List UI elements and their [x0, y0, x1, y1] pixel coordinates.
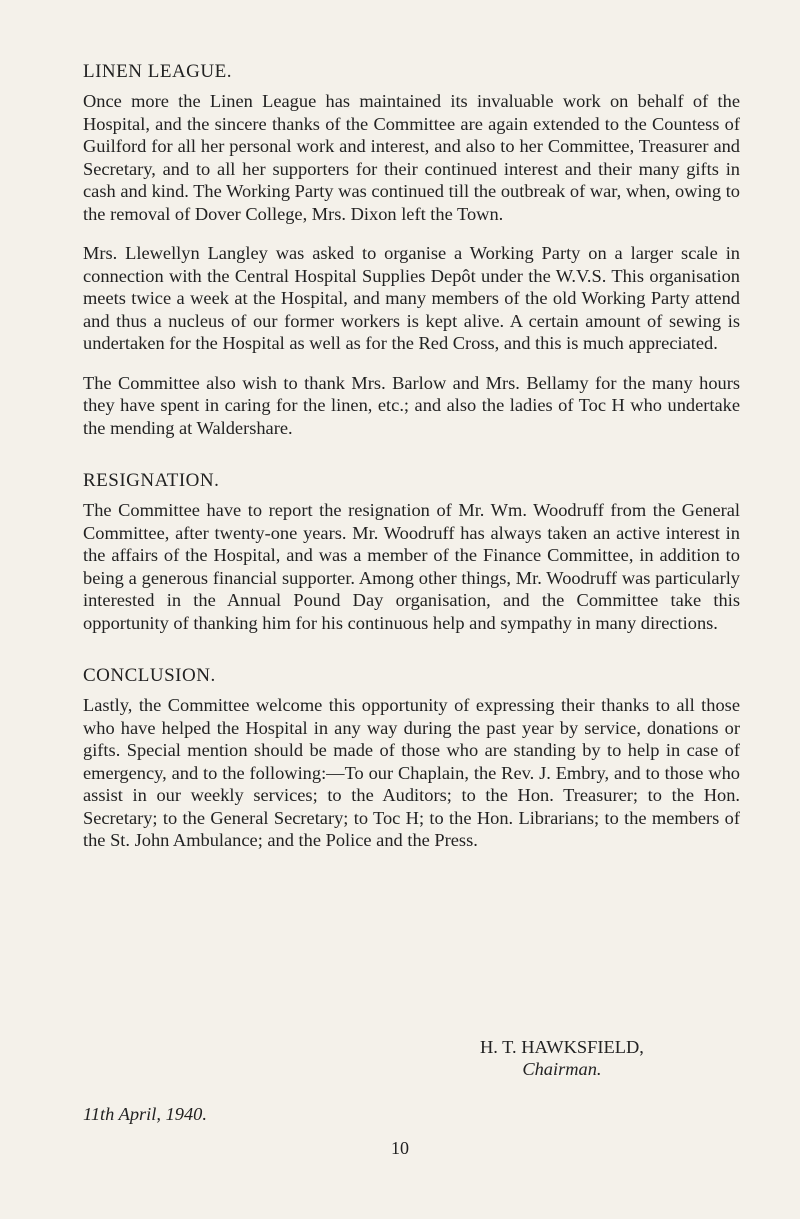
paragraph: The Committee have to report the resignation of Mr. Wm. Woodruff from the General Committee, after twenty-one years. Mr. Woodruff has always taken an active interest in the affairs of the Hospital, and was a member of the Finance Committee, in addition to being a generous financial supporter. Among other things, Mr. Woodruff was particularly interested in the Annual Pound Day organisation, and the Committee take this opportunity of thanking him for his continuous help and sympathy in many directions.: [83, 500, 740, 633]
signatory-title: Chairman.: [522, 1059, 602, 1079]
section-heading: RESIGNATION.: [83, 470, 220, 491]
paragraph: Lastly, the Committee welcome this opportunity of expressing their thanks to all those who have helped the Hospital in any way during the past year by service, donations or gifts. Special mention should be made of those who are standing by to help in case of emergency, and to the following:—To our Chaplain, the Rev. J. Embry, and to those who assist in our weekly services; to the Auditors; to the Hon. Treasurer; to the Hon. Secretary; to the General Secretary; to Toc H; to the Hon. Librarians; to the members of the St. John Ambulance; and the Police and the Press.: [83, 695, 740, 850]
paragraph: Once more the Linen League has maintained its invaluable work on behalf of the Hospital, and the sincere thanks of the Committee are again extended to the Countess of Guilford for all her personal work and interest, and also to her Committee, Treasurer and Secretary, and to all her supporters for their continued interest and their many gifts in cash and kind. The Working Party was continued till the outbreak of war, when, owing to the removal of Dover College, Mrs. Dixon left the Town.: [83, 91, 740, 224]
section-conclusion: [83, 664, 740, 852]
signature-block: [480, 1036, 644, 1080]
section-linen-league: [83, 60, 740, 439]
paragraph: Mrs. Llewellyn Langley was asked to organise a Working Party on a larger scale in connection with the Central Hospital Supplies Depôt under the W.V.S. This organisation meets twice a week at the Hospital, and many members of the old Working Party attend and thus a nucleus of our former workers is kept alive. A certain amount of sewing is undertaken for the Hospital as well as for the Red Cross, and this is much appreciated.: [83, 243, 740, 353]
signatory-name: H. T. HAWKSFIELD,: [480, 1037, 644, 1057]
report-date: 11th April, 1940.: [83, 1104, 207, 1124]
section-resignation: [83, 469, 740, 634]
page-number: 10: [391, 1138, 409, 1158]
paragraph: The Committee also wish to thank Mrs. Barlow and Mrs. Bellamy for the many hours they have spent in caring for the linen, etc.; and also the ladies of Toc H who undertake the mending at Waldershare.: [83, 372, 740, 438]
section-heading: CONCLUSION.: [83, 665, 216, 686]
section-heading: LINEN LEAGUE.: [83, 61, 232, 82]
